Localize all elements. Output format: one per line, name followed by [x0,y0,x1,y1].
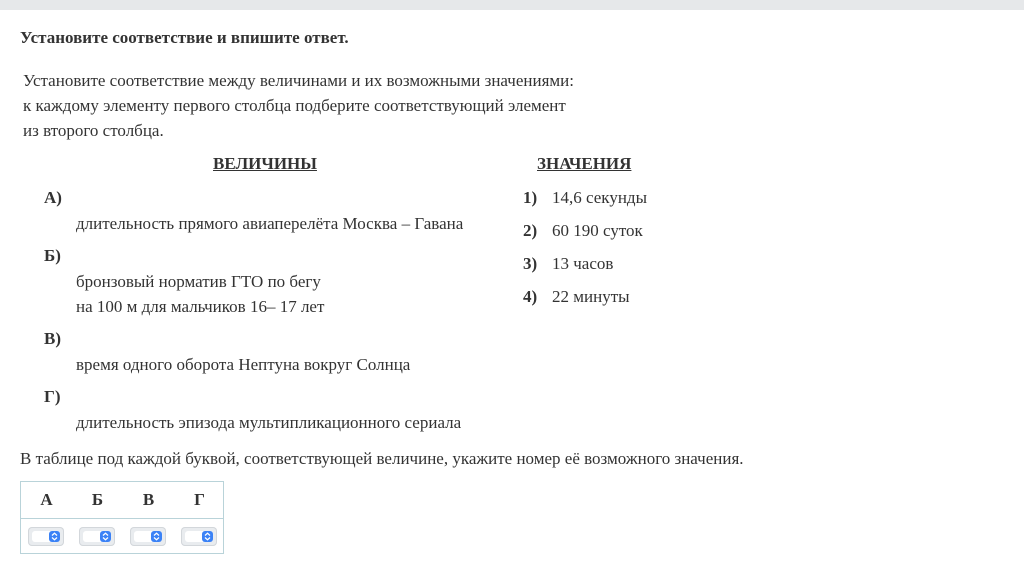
select-box[interactable] [83,531,111,542]
quantity-text-v: время одного оборота Нептуна вокруг Солнца [76,355,411,374]
value-item-4 [523,287,630,307]
value-number: 4) [523,287,538,306]
value-item-1 [523,188,647,208]
value-text: 14,6 секунды [552,188,647,207]
quantity-letter-g: Г) [44,387,61,406]
quantity-letter-b: Б) [44,246,61,265]
value-text: 60 190 суток [552,221,643,240]
value-number: 1) [523,188,538,207]
value-text: 13 часов [552,254,614,273]
quantity-letter-a: А) [44,188,62,207]
instruction-line: к каждому элементу первого столбца подберите соответствующий элемент [23,96,566,115]
value-number: 2) [523,221,538,240]
value-text: 22 минуты [552,287,630,306]
answer-select-b[interactable] [79,527,115,546]
answer-header-v: В [142,490,155,509]
quantity-text-line: на 100 м для мальчиков 16– 17 лет [76,297,325,316]
select-box[interactable] [185,531,213,542]
answer-instruction: В таблице под каждой буквой, соответствующей величине, укажите номер её возможного значения. [20,449,744,468]
select-box[interactable] [32,531,60,542]
answer-header-b: Б [91,490,104,509]
answer-select-a[interactable] [28,527,64,546]
task-title: Установите соответствие и впишите ответ. [20,28,349,47]
select-box[interactable] [134,531,162,542]
answer-header-g: Г [194,490,205,509]
answer-header-a: А [40,490,53,509]
answer-select-g[interactable] [181,527,217,546]
instruction-line: Установите соответствие между величинами и их возможными значениями: [23,71,574,90]
updown-chevron-icon [202,531,213,542]
answer-header-row [21,482,223,519]
value-number: 3) [523,254,538,273]
value-item-2 [523,221,643,241]
quantities-header: ВЕЛИЧИНЫ [213,154,317,173]
quantity-text-line: бронзовый норматив ГТО по бегу [76,272,321,291]
quantity-text-g: длительность эпизода мультипликационного сериала [76,413,462,432]
task-instruction [23,68,643,143]
quantity-text-b [76,269,324,319]
top-bar [0,0,1024,10]
updown-chevron-icon [151,531,162,542]
values-header: ЗНАЧЕНИЯ [537,154,632,173]
updown-chevron-icon [49,531,60,542]
answer-table [20,481,224,554]
value-item-3 [523,254,613,274]
answer-select-v[interactable] [130,527,166,546]
quantity-letter-v: В) [44,329,61,348]
updown-chevron-icon [100,531,111,542]
quantity-text-a: длительность прямого авиаперелёта Москва – Гавана [76,214,464,233]
instruction-line: из второго столбца. [23,121,164,140]
